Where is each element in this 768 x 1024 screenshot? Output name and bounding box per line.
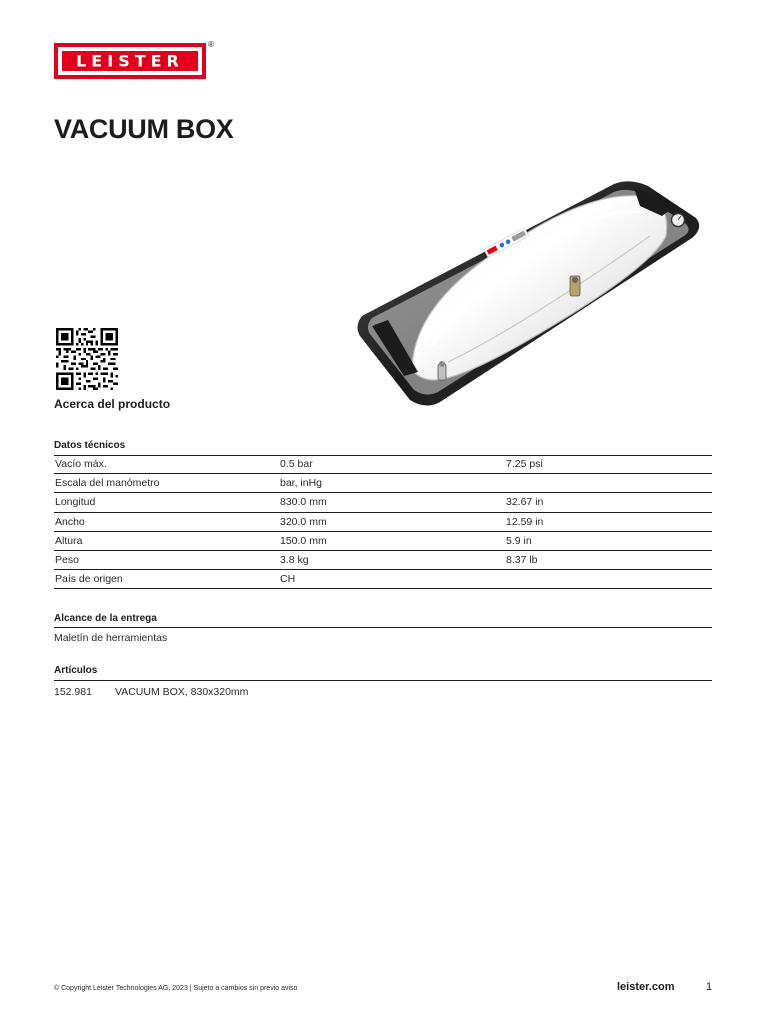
page-number: 1 [706,981,713,993]
spec-value-imperial: 5.9 in [506,534,532,547]
article-name: VACUUM BOX, 830x320mm [115,686,249,698]
spec-label: Altura [55,534,83,547]
spec-value-metric: 3.8 kg [280,553,309,566]
about-product-label: Acerca del producto [54,397,171,411]
tech-data-heading: Datos técnicos [54,440,126,451]
qr-code[interactable] [54,328,120,390]
spec-label: Peso [55,553,79,566]
spec-value-metric: 830.0 mm [280,496,327,509]
delivery-rule [54,627,712,628]
articles-heading: Artículos [54,665,98,676]
logo-text: LEISTER [76,51,184,71]
table-row [54,570,712,589]
spec-value-metric: 0.5 bar [280,458,313,470]
spec-value-metric: CH [280,573,296,586]
spec-value-metric: 150.0 mm [280,534,327,547]
page-title: VACUUM BOX [54,114,234,144]
article-number: 152.981 [54,686,92,698]
copyright-notice: © Copyright Leister Technologies AG, 2023 | Sujeto a cambios sin previo aviso [54,985,298,992]
delivery-heading: Alcance de la entrega [54,613,157,624]
registered-mark: ® [208,40,214,49]
spec-value-metric: 320.0 mm [280,515,327,528]
spec-value-imperial: 8.37 lb [506,553,538,566]
delivery-item: Maletín de herramientas [54,632,168,644]
table-row [54,532,712,551]
spec-label: País de origen [55,573,123,586]
spec-value-metric: bar, inHg [280,477,323,490]
leister-logo [54,43,206,79]
spec-label: Ancho [55,515,85,528]
spec-value-imperial: 7.25 psi [506,458,543,470]
spec-label: Vacío máx. [55,458,107,470]
table-row [54,455,712,474]
articles-rule [54,680,712,681]
table-row [54,474,712,493]
spec-label: Longitud [55,496,96,509]
vacuum-box-image [352,176,704,412]
website-link[interactable]: leister.com [617,981,675,993]
table-row [54,513,712,532]
spec-label: Escala del manómetro [55,477,160,490]
table-row [54,551,712,570]
spec-value-imperial: 12.59 in [506,515,544,528]
spec-value-imperial: 32.67 in [506,496,544,509]
tech-data-table [54,455,712,589]
table-row [54,493,712,512]
